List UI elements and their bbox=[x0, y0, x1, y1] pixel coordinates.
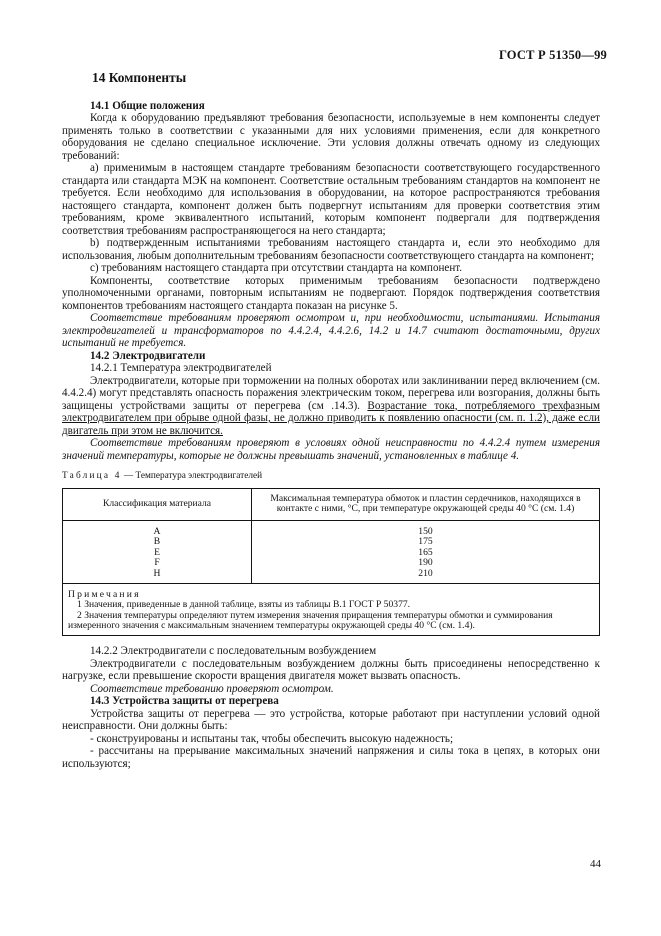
table-notes-row bbox=[63, 583, 600, 635]
table-note: 1 Значения, приведенные в данной таблице, взяты из таблицы В.1 ГОСТ Р 50377. bbox=[77, 599, 411, 611]
table-cell: 175 bbox=[418, 536, 433, 548]
material-class-column bbox=[63, 520, 252, 583]
clause-14-2-1-title: 14.2.1 Температура электродвигателей bbox=[90, 362, 272, 374]
paragraph bbox=[62, 375, 600, 438]
standard-number: ГОСТ Р 51350—99 bbox=[498, 48, 607, 62]
paragraph-text: Электродвигатели, которые при торможении на полных оборотах или заклинивании перед включением (см. 4.4.2.4) могут представлять опасность поражения электрическим током, перегрева или возгорания, должны быть защищены устройствами защиты от перегрева (см .14.3). bbox=[62, 374, 600, 412]
table-data-row bbox=[63, 520, 600, 583]
list-item: - рассчитаны на прерывание максимальных значений напряжения и силы тока в цепях, в которых они используются; bbox=[62, 745, 600, 770]
temperature-column bbox=[252, 520, 600, 583]
table-cell: F bbox=[154, 557, 160, 569]
list-item-c: с) требованиям настоящего стандарта при отсутствии стандарта на компонент. bbox=[90, 262, 463, 274]
temperature-table bbox=[62, 488, 600, 637]
table-cell: 210 bbox=[418, 568, 433, 580]
table-notes bbox=[63, 583, 600, 635]
list-item-b: b) подтвержденным испытаниями требованиям настоящего стандарта и, если это необходимо для использования, любым дополнительным требованиям безопасности соответствующего стандарта на компонент; bbox=[62, 237, 600, 262]
compliance-note: Соответствие требованиям проверяют осмотром и, при необходимости, испытаниями. Испытания электродвигателей и трансформаторов по 4.4.2.4, 4.4.2.6, 14.2 и 14.7 считают достаточными, других испытаний не требуется. bbox=[62, 312, 600, 349]
section-title: 14 Компоненты bbox=[92, 70, 187, 85]
table-cell: B bbox=[153, 536, 161, 548]
table-cell: E bbox=[154, 546, 160, 558]
compliance-note: Соответствие требованиям проверяют в условиях одной неисправности по 4.4.2.4 путем измерения значений температуры, которые не должны превышать значений, установленных в таблице 4. bbox=[62, 437, 600, 462]
table-label: Таблица 4 bbox=[62, 471, 122, 481]
column-header-temperature: Максимальная температура обмоток и пластин сердечников, находящихся в контакте с ними, °С, при температуре окружающей среды 40 °С (см. 1.4) bbox=[252, 488, 600, 520]
table-caption-text: — Температура электродвигателей bbox=[121, 471, 263, 481]
page-number: 44 bbox=[590, 858, 601, 870]
table-note: 2 Значения температуры определяют путем измерения значения приращения температуры обмотки и суммирования измеренного значения с максимальным значением температуры окружающей среды 40 °С (см. 1.4). bbox=[68, 609, 553, 632]
compliance-note: Соответствие требованию проверяют осмотром. bbox=[90, 682, 334, 695]
list-item: - сконструированы и испытаны так, чтобы обеспечить высокую надежность; bbox=[90, 732, 454, 745]
table-cell: 190 bbox=[418, 557, 433, 569]
paragraph: Устройства защиты от перегрева — это устройства, которые работают при наступлении условий одной неисправности. Они должны быть: bbox=[62, 707, 600, 733]
underlined-text: Возрастание тока, потребляемого трехфазным электродвигателем при обрыве одной фазы, не должно приводить к появлению опасности (см. п. 1.2), даже если двигатель при этом не включится. bbox=[62, 399, 600, 437]
notes-title: Примечания bbox=[68, 588, 141, 600]
column-header-material: Классификация материала bbox=[63, 488, 252, 520]
table-caption bbox=[62, 470, 600, 483]
subsection-14-3-heading: 14.3 Устройства защиты от перегрева bbox=[90, 695, 279, 708]
table-cell: 150 bbox=[418, 525, 433, 537]
subsection-14-2-heading: 14.2 Электродвигатели bbox=[90, 349, 206, 362]
paragraph: Когда к оборудованию предъявляют требования безопасности, используемые в нем компоненты следует применять только в соответствии с указанными для них условиями применения, если для конкретного оборудования не сделано специальное исключение. Эти условия должны отвечать одному из следующих требований: bbox=[62, 112, 600, 162]
paragraph: Компоненты, соответствие которых применимым требованиям безопасности подтверждено уполномоченными органами, повторным испытаниям не подвергают. Порядок подтверждения соответствия компонентов требованиям настоящего стандарта показан на рисунке 5. bbox=[62, 274, 600, 312]
table-cell: A bbox=[153, 525, 161, 537]
paragraph: Электродвигатели с последовательным возбуждением должны быть присоединены непосредственно к нагрузке, если превышение скорости вращения двигателя может вызвать опасность. bbox=[62, 657, 600, 683]
clause-14-2-2-title: 14.2.2 Электродвигатели с последовательным возбуждением bbox=[90, 645, 377, 658]
table-cell: H bbox=[153, 568, 161, 580]
list-item-a: а) применимым в настоящем стандарте требованиям безопасности соответствующего государственного стандарта или стандарта МЭК на компонент. Соответствие остальным требованиям стандартов на компонент не требуется. Если необходимо для использования в оборудовании, на которое распространяются требования настоящего стандарта, компонент должен быть подвергнут испытаниям для проверки соответствия этим требованиям, кроме эквивалентного испытаний, которым компонент подвергали для подтверждения соответствия требованиям распространяющегося на него стандарта; bbox=[62, 162, 600, 237]
page-content bbox=[62, 72, 600, 770]
table-cell: 165 bbox=[418, 546, 433, 558]
subsection-14-1-heading: 14.1 Общие положения bbox=[90, 99, 205, 112]
